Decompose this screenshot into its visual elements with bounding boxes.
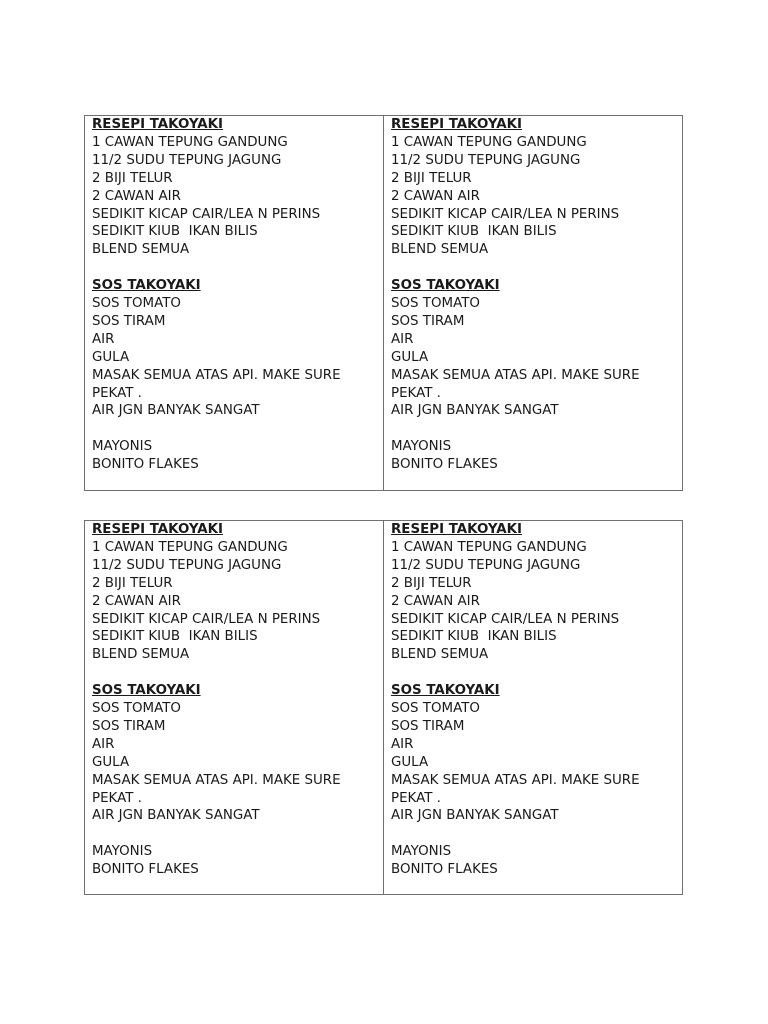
sauce-item: SOS TIRAM bbox=[92, 718, 166, 734]
sauce-item: SOS TIRAM bbox=[391, 718, 465, 734]
batter-item: 2 BIJI TELUR bbox=[391, 575, 472, 591]
batter-item: BLEND SEMUA bbox=[92, 647, 190, 663]
sauce-item: SOS TOMATO bbox=[391, 296, 480, 312]
spacer bbox=[92, 664, 377, 682]
spacer bbox=[92, 259, 377, 277]
topping-item: MAYONIS bbox=[391, 844, 452, 860]
sauce-item: SOS TIRAM bbox=[92, 313, 166, 329]
batter-item: BLEND SEMUA bbox=[391, 647, 489, 663]
batter-item: 2 BIJI TELUR bbox=[391, 170, 472, 186]
sauce-item: SOS TIRAM bbox=[391, 313, 465, 329]
batter-item: BLEND SEMUA bbox=[391, 242, 489, 258]
batter-item: 1 CAWAN TEPUNG GANDUNG bbox=[391, 134, 587, 150]
batter-item: 11/2 SUDU TEPUNG JAGUNG bbox=[92, 152, 282, 168]
batter-item: SEDIKIT KIUB IKAN BILIS bbox=[92, 629, 258, 645]
sauce-title: SOS TAKOYAKI bbox=[92, 683, 201, 699]
sauce-item: GULA bbox=[92, 754, 130, 770]
sauce-item: AIR bbox=[391, 736, 414, 752]
topping-item: BONITO FLAKES bbox=[391, 457, 498, 473]
batter-item: 2 BIJI TELUR bbox=[92, 575, 173, 591]
sauce-item: AIR JGN BANYAK SANGAT bbox=[92, 403, 260, 419]
batter-item: SEDIKIT KICAP CAIR/LEA N PERINS bbox=[92, 611, 321, 627]
sauce-item: MASAK SEMUA ATAS API. MAKE SURE bbox=[92, 367, 341, 383]
batter-item: SEDIKIT KIUB IKAN BILIS bbox=[391, 224, 557, 240]
recipe-title: RESEPI TAKOYAKI bbox=[391, 117, 522, 132]
spacer bbox=[92, 420, 377, 438]
batter-item: 2 CAWAN AIR bbox=[391, 593, 480, 609]
spacer bbox=[391, 420, 676, 438]
spacer bbox=[391, 825, 676, 843]
batter-item: 2 CAWAN AIR bbox=[391, 188, 480, 204]
batter-item: 2 CAWAN AIR bbox=[92, 593, 181, 609]
topping-item: BONITO FLAKES bbox=[391, 862, 498, 878]
batter-item: 1 CAWAN TEPUNG GANDUNG bbox=[92, 539, 288, 555]
recipe-card-top-left bbox=[85, 116, 383, 490]
recipe-card-bottom-left bbox=[85, 521, 383, 894]
recipe-card-bottom-right bbox=[383, 521, 682, 894]
batter-item: 1 CAWAN TEPUNG GANDUNG bbox=[391, 539, 587, 555]
batter-item: 11/2 SUDU TEPUNG JAGUNG bbox=[391, 557, 581, 573]
batter-item: SEDIKIT KICAP CAIR/LEA N PERINS bbox=[391, 611, 620, 627]
sauce-item: PEKAT . bbox=[391, 385, 441, 401]
sauce-item: PEKAT . bbox=[391, 790, 441, 806]
recipe-table-top bbox=[84, 115, 683, 491]
recipe-table-bottom bbox=[84, 520, 683, 895]
recipe-card-top-right bbox=[383, 116, 682, 490]
sauce-item: MASAK SEMUA ATAS API. MAKE SURE bbox=[391, 772, 640, 788]
sauce-item: AIR JGN BANYAK SANGAT bbox=[391, 808, 559, 824]
sauce-item: GULA bbox=[391, 754, 429, 770]
topping-item: BONITO FLAKES bbox=[92, 862, 199, 878]
batter-item: SEDIKIT KICAP CAIR/LEA N PERINS bbox=[92, 206, 321, 222]
sauce-title: SOS TAKOYAKI bbox=[391, 683, 500, 699]
spacer bbox=[391, 664, 676, 682]
sauce-item: SOS TOMATO bbox=[92, 701, 181, 717]
sauce-item: SOS TOMATO bbox=[92, 296, 181, 312]
sauce-item: GULA bbox=[391, 349, 429, 365]
recipe-title: RESEPI TAKOYAKI bbox=[92, 117, 223, 132]
sauce-item: PEKAT . bbox=[92, 790, 142, 806]
batter-item: SEDIKIT KIUB IKAN BILIS bbox=[92, 224, 258, 240]
sauce-item: AIR bbox=[92, 736, 115, 752]
recipe-title: RESEPI TAKOYAKI bbox=[391, 522, 522, 537]
topping-item: MAYONIS bbox=[92, 439, 153, 455]
spacer bbox=[391, 259, 676, 277]
batter-item: BLEND SEMUA bbox=[92, 242, 190, 258]
sauce-item: SOS TOMATO bbox=[391, 701, 480, 717]
sauce-item: MASAK SEMUA ATAS API. MAKE SURE bbox=[391, 367, 640, 383]
sauce-item: AIR bbox=[92, 331, 115, 347]
sauce-item: PEKAT . bbox=[92, 385, 142, 401]
sauce-item: GULA bbox=[92, 349, 130, 365]
sauce-title: SOS TAKOYAKI bbox=[92, 278, 201, 294]
sauce-item: AIR JGN BANYAK SANGAT bbox=[391, 403, 559, 419]
batter-item: 2 CAWAN AIR bbox=[92, 188, 181, 204]
batter-item: 11/2 SUDU TEPUNG JAGUNG bbox=[391, 152, 581, 168]
topping-item: MAYONIS bbox=[92, 844, 153, 860]
topping-item: BONITO FLAKES bbox=[92, 457, 199, 473]
sauce-item: AIR bbox=[391, 331, 414, 347]
recipe-title: RESEPI TAKOYAKI bbox=[92, 522, 223, 537]
spacer bbox=[92, 825, 377, 843]
batter-item: 2 BIJI TELUR bbox=[92, 170, 173, 186]
sauce-item: AIR JGN BANYAK SANGAT bbox=[92, 808, 260, 824]
batter-item: SEDIKIT KIUB IKAN BILIS bbox=[391, 629, 557, 645]
sauce-item: MASAK SEMUA ATAS API. MAKE SURE bbox=[92, 772, 341, 788]
batter-item: SEDIKIT KICAP CAIR/LEA N PERINS bbox=[391, 206, 620, 222]
batter-item: 1 CAWAN TEPUNG GANDUNG bbox=[92, 134, 288, 150]
topping-item: MAYONIS bbox=[391, 439, 452, 455]
sauce-title: SOS TAKOYAKI bbox=[391, 278, 500, 294]
batter-item: 11/2 SUDU TEPUNG JAGUNG bbox=[92, 557, 282, 573]
